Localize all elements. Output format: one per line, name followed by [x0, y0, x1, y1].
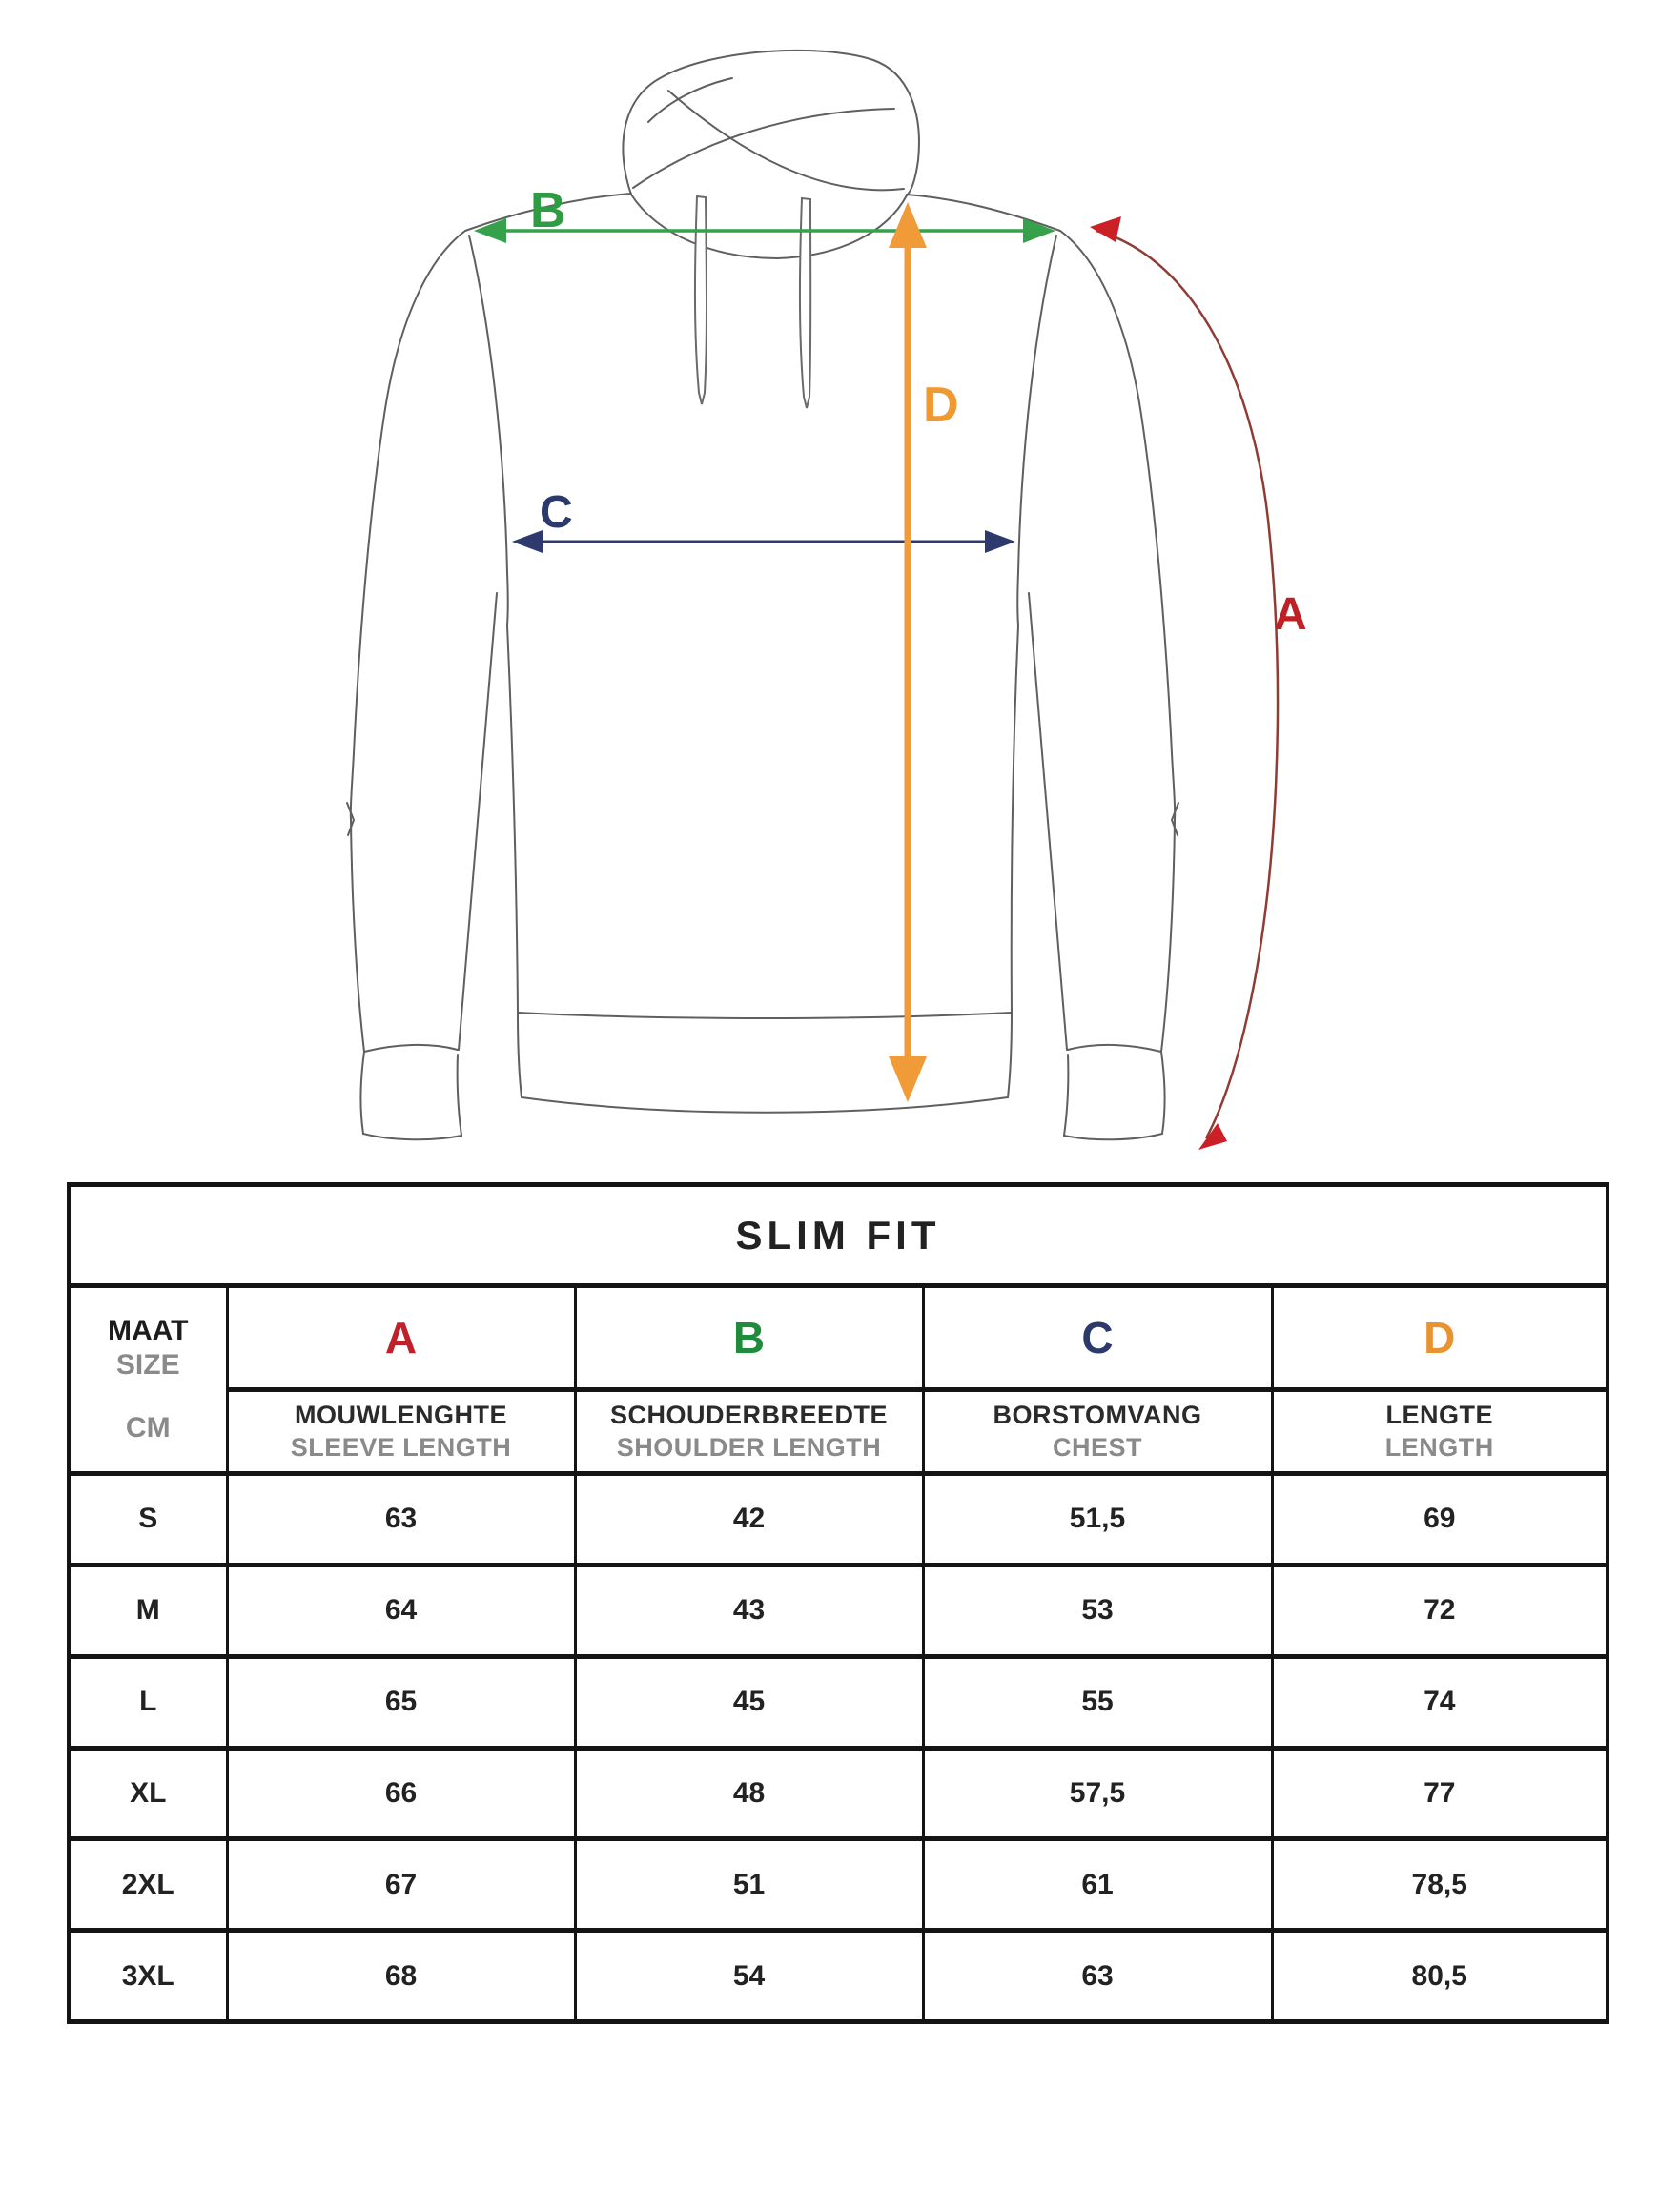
column-letter-d: D: [1272, 1286, 1608, 1389]
arrow-d-length: [889, 202, 927, 1102]
arrowhead-d-top: [889, 202, 927, 248]
table-row: S 63 42 51,5 69: [69, 1474, 1608, 1566]
label-a: A: [1274, 589, 1307, 640]
arrowhead-c-left: [512, 530, 543, 553]
size-header-maat: MAAT: [108, 1315, 189, 1347]
size-table: [67, 1182, 1606, 2024]
table-row: L 65 45 55 74: [69, 1656, 1608, 1748]
size-header-cm: CM: [125, 1412, 171, 1444]
table-title-row: [69, 1185, 1608, 1286]
table-letter-row: [69, 1286, 1608, 1389]
column-desc-sleeve: MOUWLENGHTE SLEEVE LENGTH: [227, 1389, 575, 1474]
arrowhead-b-right: [1023, 218, 1055, 243]
table-row: 3XL 68 54 63 80,5: [69, 1931, 1608, 2022]
column-desc-chest: BORSTOMVANG CHEST: [923, 1389, 1272, 1474]
table-row: 2XL 67 51 61 78,5: [69, 1839, 1608, 1931]
fit-title: SLIM FIT: [69, 1185, 1608, 1286]
label-d: D: [923, 378, 959, 433]
table-description-row: [69, 1389, 1608, 1474]
column-letter-b: B: [575, 1286, 923, 1389]
hoodie-outline: [347, 51, 1178, 1139]
label-c: C: [540, 487, 573, 538]
column-letter-c: C: [923, 1286, 1272, 1389]
table-row: M 64 43 53 72: [69, 1565, 1608, 1656]
arrowhead-d-bottom: [889, 1056, 927, 1102]
table-row: XL 66 48 57,5 77: [69, 1748, 1608, 1839]
size-header-size: SIZE: [115, 1349, 180, 1382]
label-b: B: [530, 183, 566, 238]
column-letter-a: A: [227, 1286, 575, 1389]
arrowhead-c-right: [985, 530, 1015, 553]
size-unit-header: [69, 1286, 227, 1474]
drawstrings: [695, 196, 810, 408]
arrow-c-chest: [512, 530, 1015, 553]
arrow-a-sleeve-length: [1090, 216, 1278, 1150]
column-desc-length: LENGTE LENGTH: [1272, 1389, 1608, 1474]
column-desc-shoulder: SCHOUDERBREEDTE SHOULDER LENGTH: [575, 1389, 923, 1474]
